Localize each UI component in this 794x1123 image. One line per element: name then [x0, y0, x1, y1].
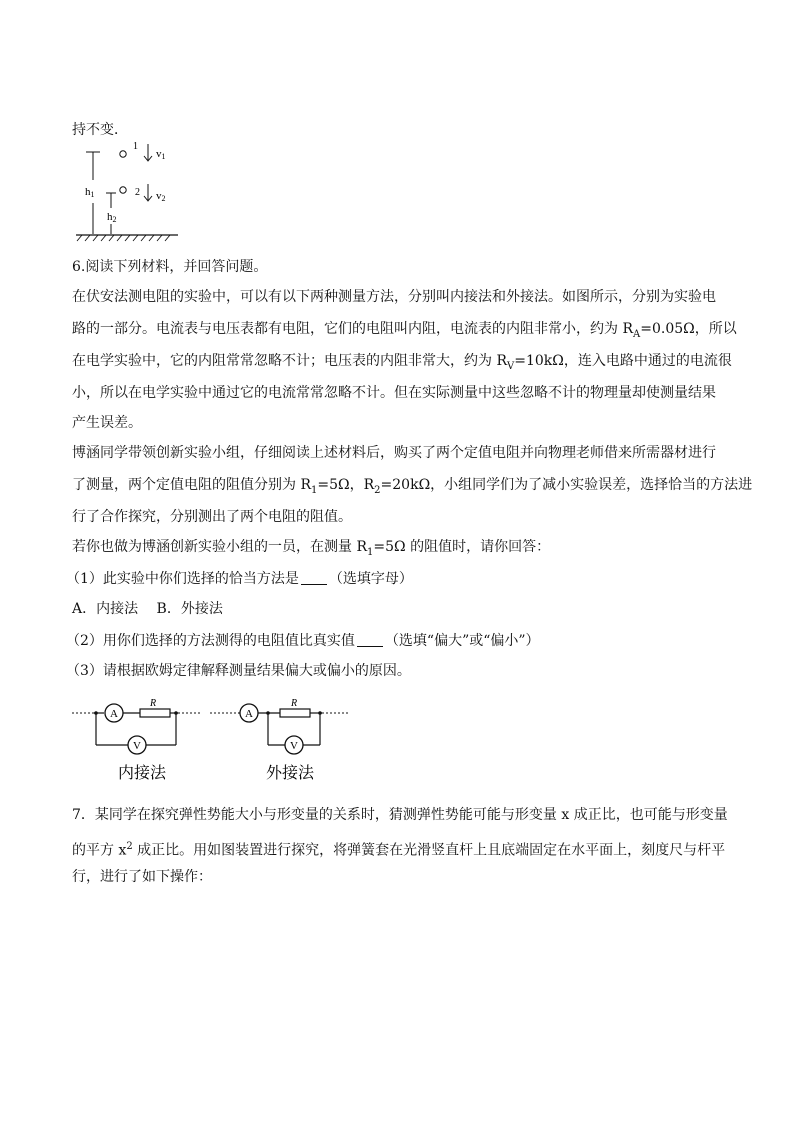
- v1-label: v1: [156, 148, 166, 161]
- answer-blank-1[interactable]: [301, 570, 327, 585]
- q6-title: 6.阅读下列材料，并回答问题。: [72, 259, 268, 275]
- q6-paragraph1-line2: 路的一部分。电流表与电压表都有电阻，它们的电阻叫内阻，电流表的内阻非常小，约为 $R_A=0.05\Omega$，所以: [72, 321, 737, 340]
- q7-line1: 7．某同学在探究弹性势能大小与形变量的关系时，猜测弹性势能可能与形变量 x 成正比，也可能与形变量: [72, 807, 728, 823]
- q6-paragraph3: 若你也做为博涵创新实验小组的一员，在测量 $R_1=5\Omega$ 的阻值时，请你回答：: [72, 539, 551, 558]
- q6-paragraph1-line1: 在伏安法测电阻的实验中，可以有以下两种测量方法，分别叫内接法和外接法。如图所示，分别为实验电: [72, 289, 716, 305]
- q6-subquestion-1: （1）此实验中你们选择的恰当方法是 （选填字母）: [66, 571, 413, 587]
- v2-label: v2: [156, 190, 166, 203]
- q7-line3: 行，进行了如下操作：: [72, 869, 212, 885]
- external-connection-circuit: [210, 698, 350, 782]
- right-voltmeter-label: V: [290, 740, 298, 752]
- right-resistor: [280, 709, 310, 717]
- h2-label: h2: [107, 211, 117, 224]
- answer-blank-2[interactable]: [357, 632, 383, 647]
- q6-paragraph2-line1: 博涵同学带领创新实验小组，仔细阅读上述材料后，购买了两个定值电阻并向物理老师借来所需器材进行: [72, 445, 716, 461]
- q6-paragraph2-line3: 行了合作探究，分别测出了两个电阻的阻值。: [72, 509, 352, 525]
- right-resistor-label: R: [290, 698, 298, 709]
- ball-1-label: 1: [133, 141, 138, 152]
- continued-text: 持不变．: [72, 122, 128, 138]
- circuit-figures: [72, 692, 362, 788]
- left-voltmeter-label: V: [133, 740, 141, 752]
- q6-paragraph1-line4: 小，所以在电学实验中通过它的电流常常忽略不计。但在实际测量中这些忽略不计的物理量却使测量结果: [72, 385, 716, 401]
- q6-paragraph1-line3: 在电学实验中，它的内阻常常忽略不计；电压表的内阻非常大，约为 $R_V=10k\Omega$，连入电路中通过的电流很: [72, 353, 732, 372]
- right-ammeter-label: A: [245, 708, 253, 720]
- ball-2-label: 2: [135, 187, 140, 198]
- falling-balls-diagram: [72, 138, 192, 246]
- q6-subquestion-3: （3）请根据欧姆定律解释测量结果偏大或偏小的原因。: [66, 663, 411, 679]
- q6-subquestion-2: （2）用你们选择的方法测得的电阻值比真实值 （选填“偏大”或“偏小”）: [66, 633, 540, 649]
- q7-line2: 的平方 $x^2$ 成正比。用如图装置进行探究，将弹簧套在光滑竖直杆上且底端固定在水平面上，刻度尺与杆平: [72, 841, 726, 859]
- ball-2: [120, 187, 126, 193]
- h1-label: h1: [85, 186, 95, 199]
- falling-balls-figure: [72, 138, 192, 246]
- ball-1: [120, 151, 126, 157]
- left-ammeter-label: A: [110, 708, 118, 720]
- q6-paragraph1-line5: 产生误差。: [72, 415, 142, 431]
- left-resistor: [140, 709, 170, 717]
- internal-connection-caption: 内接法: [117, 765, 167, 782]
- external-connection-caption: 外接法: [265, 765, 315, 782]
- ground-hatching: [77, 235, 170, 241]
- left-resistor-label: R: [149, 698, 157, 709]
- internal-connection-circuit: [72, 698, 202, 782]
- q6-options: A．内接法 B．外接法: [72, 601, 223, 617]
- circuit-diagrams: [72, 692, 362, 788]
- q6-paragraph2-line2: 了测量，两个定值电阻的阻值分别为 $R_1=5\Omega$，$R_2=20k\Omega$，小组同学们为了减小实验误差，选择恰当的方法进: [72, 477, 753, 496]
